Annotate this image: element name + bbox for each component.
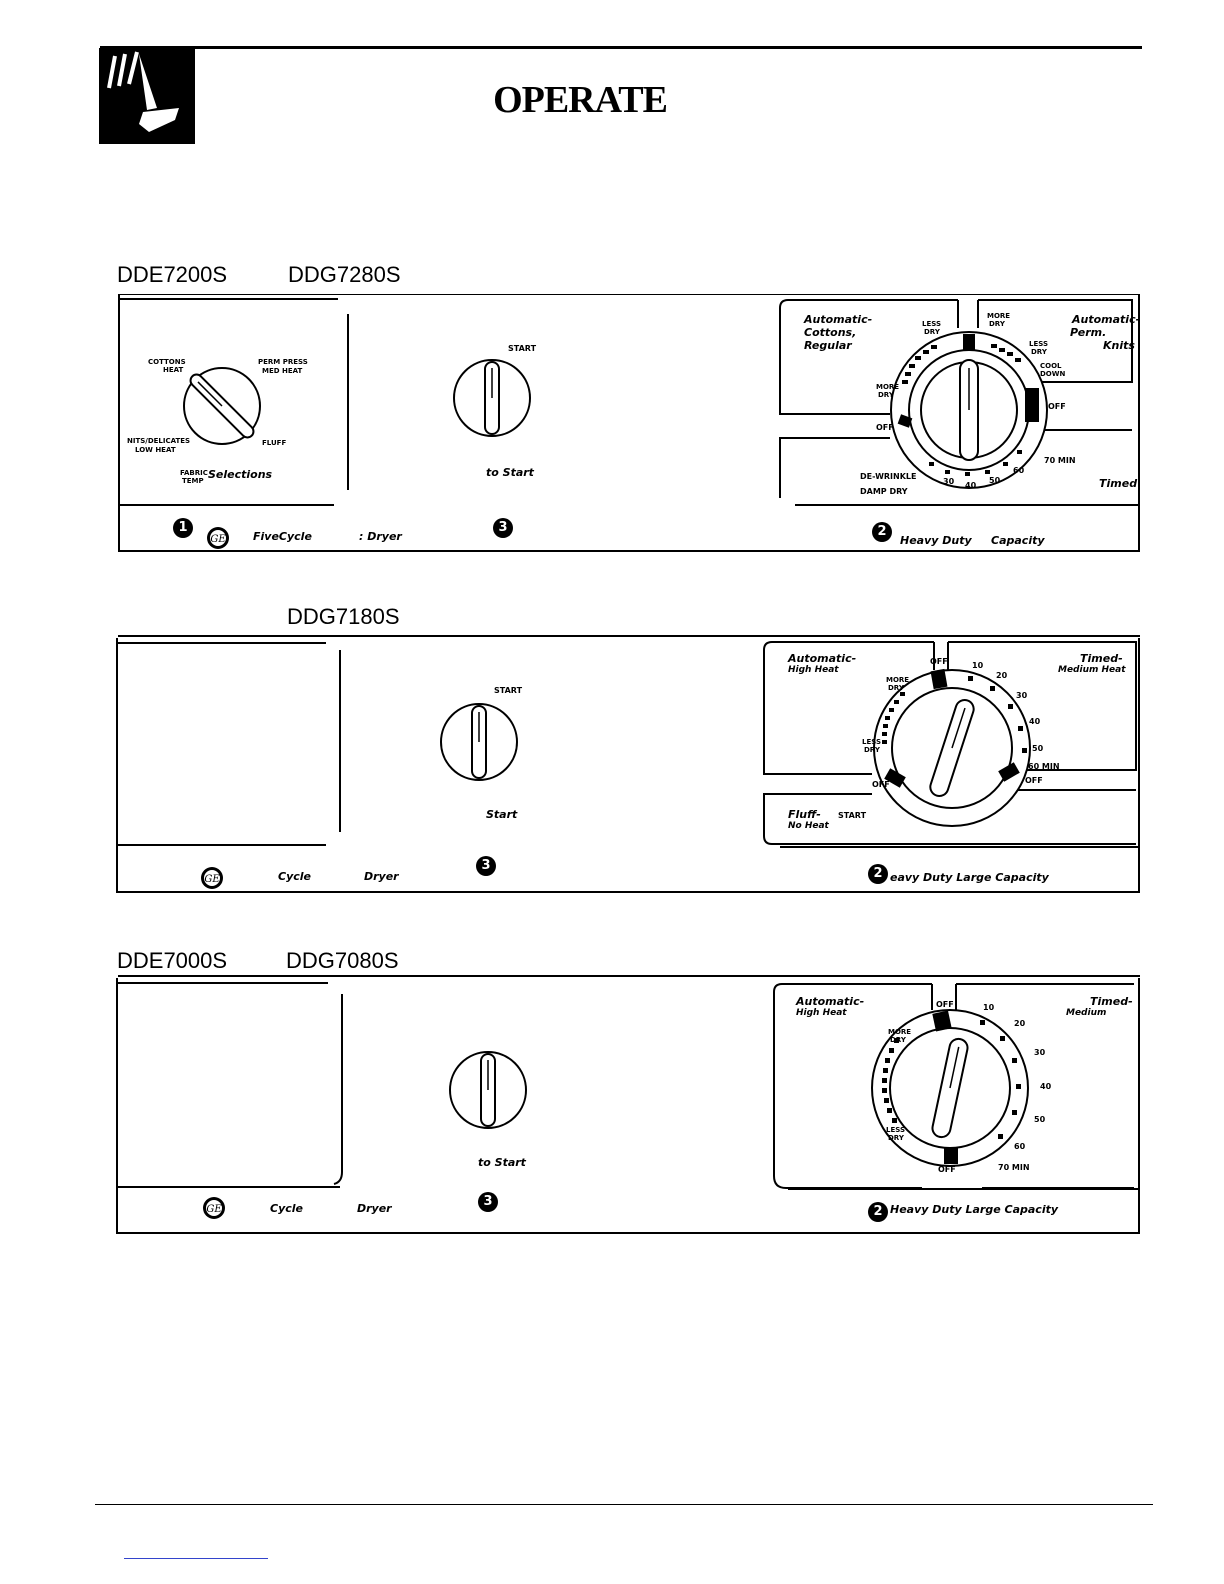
label-temp: TEMP	[182, 477, 204, 485]
svg-text:GE: GE	[206, 1204, 222, 1215]
label-fluff: Fluff-	[788, 808, 821, 821]
timer-dial[interactable]	[889, 330, 1049, 490]
hand-pressing-button-icon	[99, 48, 195, 144]
label-to-start: to Start	[478, 1156, 526, 1169]
label-more: MORE	[876, 383, 900, 391]
label-timed: Timed-	[1090, 995, 1133, 1008]
footer-rule	[95, 1504, 1153, 1505]
start-knob[interactable]	[448, 1050, 528, 1130]
footer-link-underline[interactable]	[124, 1558, 268, 1559]
step-badge-3: 3	[478, 1192, 498, 1212]
label-less: LESS	[886, 1126, 906, 1134]
divider-curve	[334, 994, 346, 1184]
label-60-min: 60 MIN	[1028, 762, 1060, 771]
model-number: DDG7280S	[288, 262, 401, 287]
label-50: 50	[989, 476, 1001, 485]
svg-text:GE: GE	[204, 874, 220, 885]
fabric-selector-dial[interactable]	[182, 366, 262, 446]
label-automatic: Automatic-	[796, 995, 865, 1008]
label-off: OFF	[938, 1165, 956, 1174]
divider	[118, 635, 1140, 637]
label-automatic: Automatic-	[788, 652, 857, 665]
label-knits: NITS/DELICATES	[127, 437, 191, 445]
label-dryer: Dryer	[357, 1202, 392, 1215]
label-med-heat: MED HEAT	[262, 367, 303, 375]
label-more: MORE	[987, 312, 1011, 320]
divider	[339, 650, 341, 832]
label-dry: DRY	[989, 320, 1005, 328]
label-less: LESS	[922, 320, 942, 328]
label-off: OFF	[872, 780, 890, 789]
label-regular: Regular	[804, 339, 852, 352]
step-badge-2: 2	[868, 864, 888, 884]
label-dryer: : Dryer	[359, 530, 402, 543]
divider	[118, 982, 328, 984]
label-dry: DRY	[890, 1036, 906, 1044]
label-cool: COOL	[1040, 362, 1062, 370]
label-knits: Knits	[1103, 339, 1135, 352]
label-10: 10	[983, 1003, 995, 1012]
label-60: 60	[1014, 1142, 1026, 1151]
label-low-heat: LOW HEAT	[135, 446, 176, 454]
divider	[780, 846, 1138, 848]
header-rule	[100, 46, 1142, 49]
label-dry: DRY	[924, 328, 940, 336]
model-number: DDG7180S	[287, 604, 400, 629]
label-50: 50	[1032, 744, 1044, 753]
step-badge-3: 3	[493, 518, 513, 538]
label-cycle: Cycle	[270, 1202, 303, 1215]
ge-logo	[200, 866, 224, 890]
label-fluff: FLUFF	[262, 439, 287, 447]
label-off: OFF	[1025, 776, 1043, 785]
divider	[120, 298, 338, 300]
page-title: OPERATE	[493, 79, 667, 121]
label-more: MORE	[888, 1028, 912, 1036]
label-cycle: Cycle	[278, 870, 311, 883]
label-down: DOWN	[1040, 370, 1066, 378]
start-knob[interactable]	[452, 358, 532, 438]
start-knob[interactable]	[439, 702, 519, 782]
step-badge-2: 2	[872, 522, 892, 542]
label-damp-dry: DAMP DRY	[860, 487, 908, 496]
label-de-wrinkle: DE-WRINKLE	[860, 472, 917, 481]
step-badge-1: 1	[173, 518, 193, 538]
step-badge-3: 3	[476, 856, 496, 876]
label-medium-heat: Medium Heat	[1058, 665, 1126, 675]
label-20: 20	[996, 671, 1008, 680]
timer-dial[interactable]	[872, 668, 1032, 828]
model-number: DDE7200S	[117, 262, 228, 287]
label-selections: Selections	[208, 468, 273, 481]
label-to-start: to Start	[486, 466, 534, 479]
label-no-heat: No Heat	[788, 821, 829, 831]
label-off: OFF	[930, 657, 948, 666]
label-dry: DRY	[888, 1134, 904, 1142]
divider	[347, 314, 349, 490]
label-40: 40	[1029, 717, 1041, 726]
label-40: 40	[965, 481, 977, 490]
label-timed: Timed	[1099, 477, 1138, 490]
label-50: 50	[1034, 1115, 1046, 1124]
label-heavy-duty: Heavy Duty	[900, 534, 972, 547]
label-automatic-cottons: Automatic-	[804, 313, 873, 326]
label-high-heat: High Heat	[796, 1008, 847, 1018]
label-off: OFF	[936, 1000, 954, 1009]
model-number: DDG7080S	[286, 948, 399, 973]
label-perm-press: PERM PRESS	[258, 358, 308, 366]
label-five-cycle: FiveCycle	[253, 530, 312, 543]
label-perm: Perm.	[1070, 326, 1107, 339]
divider	[118, 642, 326, 644]
label-40: 40	[1040, 1082, 1052, 1091]
label-70-min: 70 MIN	[1044, 456, 1076, 465]
label-start: START	[508, 344, 537, 353]
label-60: 60	[1013, 466, 1025, 475]
divider	[120, 504, 334, 506]
label-dry: DRY	[878, 391, 894, 399]
label-heat: HEAT	[163, 366, 184, 374]
label-start: START	[838, 811, 867, 820]
label-less: LESS	[862, 738, 882, 746]
ge-logo	[202, 1196, 226, 1220]
label-70-min: 70 MIN	[998, 1163, 1030, 1172]
label-automatic-perm: Automatic-	[1072, 313, 1141, 326]
label-fabric: FABRIC	[180, 469, 208, 477]
label-start: START	[494, 686, 523, 695]
ge-logo	[206, 526, 230, 550]
label-off: OFF	[1048, 402, 1066, 411]
label-less: LESS	[1029, 340, 1049, 348]
label-dry: DRY	[864, 746, 880, 754]
label-more: MORE	[886, 676, 910, 684]
label-30: 30	[943, 477, 955, 486]
label-30: 30	[1034, 1048, 1046, 1057]
label-capacity: Capacity	[991, 534, 1045, 547]
divider	[118, 1186, 340, 1188]
model-number: DDE7000S	[117, 948, 228, 973]
label-cottons: COTTONS	[148, 358, 186, 366]
label-off: OFF	[876, 423, 894, 432]
label-30: 30	[1016, 691, 1028, 700]
label-dryer: Dryer	[364, 870, 399, 883]
divider	[118, 975, 1140, 977]
label-10: 10	[972, 661, 984, 670]
label-20: 20	[1014, 1019, 1026, 1028]
label-timed: Timed-	[1080, 652, 1123, 665]
label-dry: DRY	[888, 684, 904, 692]
label-start-bottom: Start	[486, 808, 518, 821]
divider	[118, 844, 326, 846]
label-dry: DRY	[1031, 348, 1047, 356]
label-heavy-duty: Heavy Duty Large Capacity	[890, 1203, 1059, 1216]
label-high-heat: High Heat	[788, 665, 839, 675]
label-medium: Medium	[1066, 1008, 1107, 1018]
label-heavy-duty: eavy Duty Large Capacity	[890, 871, 1049, 884]
step-badge-2: 2	[868, 1202, 888, 1222]
divider	[795, 504, 1138, 506]
svg-text:GE: GE	[210, 534, 226, 545]
label-cottons: Cottons,	[804, 326, 857, 339]
